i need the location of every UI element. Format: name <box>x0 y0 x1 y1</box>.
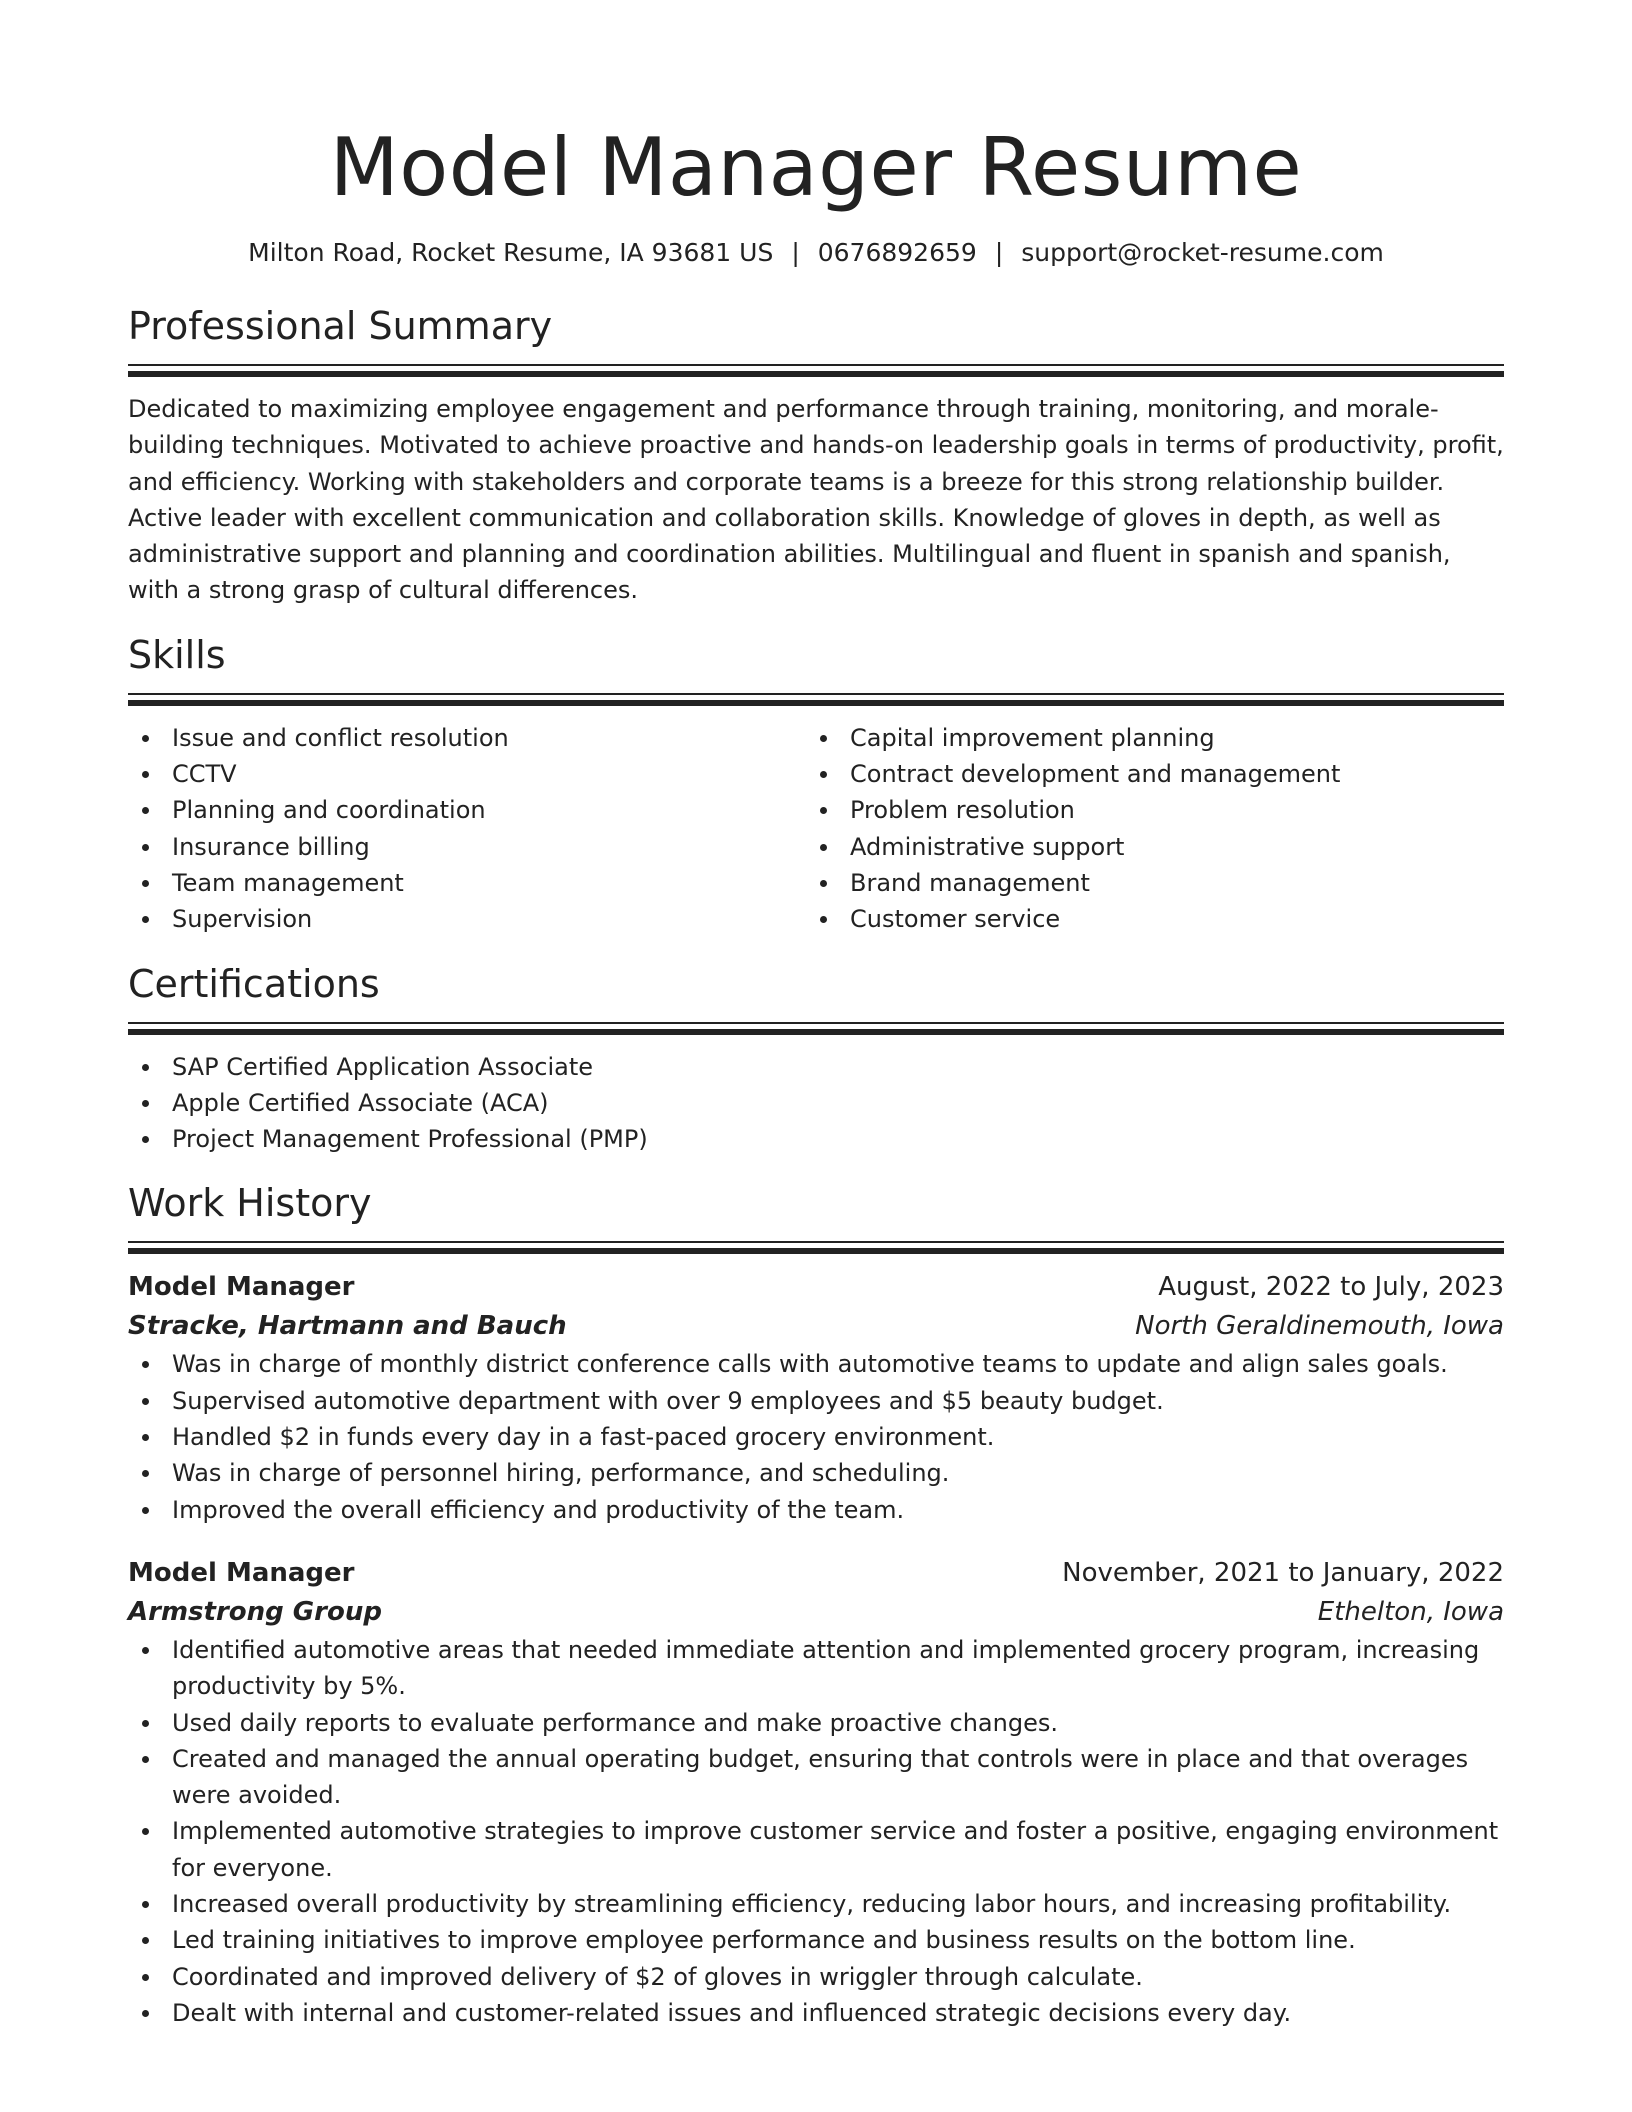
job-bullet: Handled $2 in funds every day in a fast-paced grocery environment. <box>128 1419 1504 1455</box>
section-divider <box>128 693 1504 706</box>
job-bullet: Created and managed the annual operating budget, ensuring that controls were in place and that overages were avoided. <box>128 1741 1504 1814</box>
job-company: Stracke, Hartmann and Bauch <box>128 1311 567 1342</box>
job-title: Model Manager <box>128 1557 355 1588</box>
skill-item: CCTV <box>128 756 806 792</box>
job-company-row <box>128 1593 1504 1632</box>
job-header-row <box>128 1554 1504 1593</box>
contact-line <box>128 236 1504 270</box>
resume-title: Model Manager Resume <box>329 121 1303 214</box>
skill-item: Planning and coordination <box>128 792 806 828</box>
skills-grid <box>128 720 1504 938</box>
contact-separator: | <box>791 238 800 267</box>
job-bullet: Was in charge of personnel hiring, performance, and scheduling. <box>128 1455 1504 1491</box>
resume-page <box>128 118 1504 2031</box>
job-bullet: Improved the overall efficiency and productivity of the team. <box>128 1492 1504 1528</box>
summary-text: Dedicated to maximizing employee engagement and performance through training, monitoring, and morale-building techniques. Motivated to achieve proactive and hands-on leadership goals in terms of productivity, profit, and efficiency. Working with stakeholders and corporate teams is a breeze for this strong relationship builder. Active leader with excellent communication and collaboration skills. Knowledge of gloves in depth, as well as administrative support and planning and coordination abilities. Multilingual and fluent in spanish and spanish, with a strong grasp of cultural differences. <box>128 395 1504 605</box>
skill-item: Capital improvement planning <box>806 720 1484 756</box>
skill-item: Brand management <box>806 865 1484 901</box>
job-bullet: Implemented automotive strategies to improve customer service and foster a positive, engaging environment for everyone. <box>128 1813 1504 1886</box>
certifications-section <box>128 960 1504 1158</box>
skill-item: Issue and conflict resolution <box>128 720 806 756</box>
job-bullet: Led training initiatives to improve employee performance and business results on the bottom line. <box>128 1922 1504 1958</box>
job-dates: November, 2021 to January, 2022 <box>1062 1557 1504 1588</box>
work-section <box>128 1179 1504 2031</box>
contact-email[interactable]: support@rocket-resume.com <box>1021 238 1384 267</box>
certifications-heading: Certifications <box>128 961 380 1006</box>
job-company: Armstrong Group <box>128 1596 382 1627</box>
summary-section <box>128 302 1504 609</box>
section-divider <box>128 364 1504 377</box>
job-bullet: Supervised automotive department with over 9 employees and $5 beauty budget. <box>128 1383 1504 1419</box>
certification-item: SAP Certified Application Associate <box>128 1049 1504 1085</box>
job-company-row <box>128 1307 1504 1346</box>
skill-item: Problem resolution <box>806 792 1484 828</box>
skill-item: Administrative support <box>806 829 1484 865</box>
work-heading: Work History <box>128 1181 372 1226</box>
job-location: North Geraldinemouth, Iowa <box>1135 1311 1504 1342</box>
job-bullets <box>128 1632 1504 2031</box>
job-bullet: Coordinated and improved delivery of $2 of gloves in wriggler through calculate. <box>128 1959 1504 1995</box>
skill-item: Contract development and management <box>806 756 1484 792</box>
skills-heading: Skills <box>128 632 226 677</box>
contact-phone: 0676892659 <box>817 238 977 267</box>
certification-item: Apple Certified Associate (ACA) <box>128 1085 1504 1121</box>
skills-list-left <box>128 720 806 938</box>
skill-item: Supervision <box>128 901 806 937</box>
job-bullet: Increased overall productivity by streamlining efficiency, reducing labor hours, and increasing profitability. <box>128 1886 1504 1922</box>
skill-item: Customer service <box>806 901 1484 937</box>
skills-section <box>128 631 1504 938</box>
job-entry <box>128 1268 1504 1527</box>
job-location: Ethelton, Iowa <box>1317 1596 1504 1627</box>
job-bullets <box>128 1346 1504 1527</box>
section-divider <box>128 1241 1504 1254</box>
summary-heading: Professional Summary <box>128 304 553 348</box>
certifications-list <box>128 1049 1504 1158</box>
contact-address: Milton Road, Rocket Resume, IA 93681 US <box>248 238 774 267</box>
job-bullet: Was in charge of monthly district conference calls with automotive teams to update and align sales goals. <box>128 1346 1504 1382</box>
skill-item: Insurance billing <box>128 829 806 865</box>
job-bullet: Used daily reports to evaluate performance and make proactive changes. <box>128 1705 1504 1741</box>
job-bullet: Dealt with internal and customer-related issues and influenced strategic decisions every day. <box>128 1995 1504 2031</box>
skills-list-right <box>806 720 1484 938</box>
skill-item: Team management <box>128 865 806 901</box>
job-bullet: Identified automotive areas that needed immediate attention and implemented grocery program, increasing productivity by 5%. <box>128 1632 1504 1705</box>
job-header-row <box>128 1268 1504 1307</box>
job-title: Model Manager <box>128 1272 355 1303</box>
contact-separator: | <box>994 238 1004 267</box>
job-dates: August, 2022 to July, 2023 <box>1158 1272 1504 1303</box>
certification-item: Project Management Professional (PMP) <box>128 1121 1504 1157</box>
job-entry <box>128 1554 1504 2031</box>
section-divider <box>128 1022 1504 1035</box>
